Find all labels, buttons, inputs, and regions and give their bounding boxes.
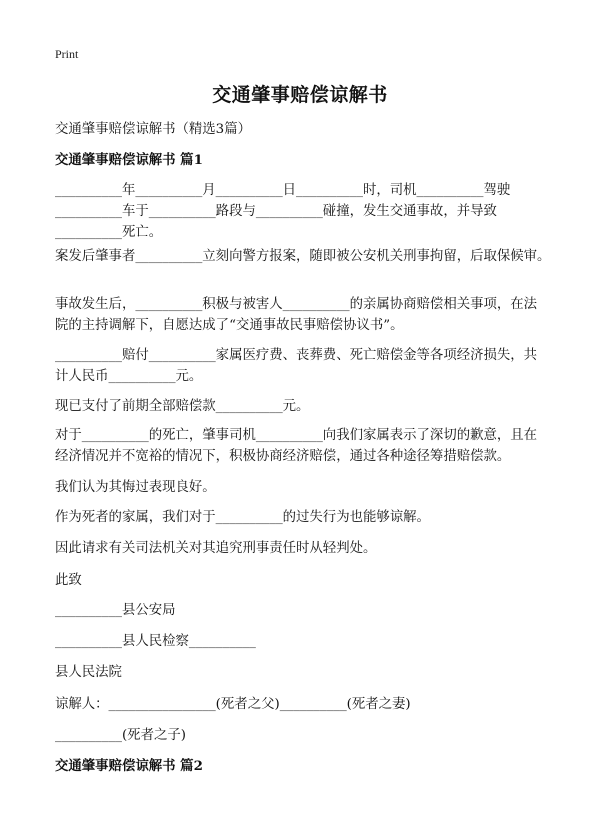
print-link[interactable]: Print — [55, 47, 79, 61]
paragraph-line: __________县人民检察__________ — [55, 634, 256, 649]
paragraph-line: 因此请求有关司法机关对其追究刑事责任时从轻判处。 — [55, 541, 377, 556]
paragraph-line: 作为死者的家属，我们对于__________的过失行为也能够谅解。 — [55, 510, 430, 525]
paragraph-line: 对于__________的死亡，肇事司机__________向我们家属表示了深切的歉意，且在 — [55, 428, 538, 443]
paragraph-line: __________年__________月__________日__________时，司机__________驾驶 — [55, 183, 511, 198]
paragraph-line: __________县公安局 — [55, 603, 176, 618]
paragraph-line: 此致 — [55, 573, 82, 588]
subtitle: 交通肇事赔偿谅解书（精选3篇） — [55, 122, 251, 137]
paragraph-line: 县人民法院 — [55, 665, 122, 680]
paragraph-line: __________赔付__________家属医疗费、丧葬费、死亡赔偿金等各项经济损失，共 — [55, 348, 538, 363]
paragraph-line: 我们认为其悔过表现良好。 — [55, 480, 216, 495]
paragraph-line: 院的主持调解下，自愿达成了“交通事故民事赔偿协议书”。 — [55, 318, 404, 333]
paragraph-line: 现已支付了前期全部赔偿款__________元。 — [55, 399, 310, 414]
paragraph-line: __________死亡。 — [55, 225, 163, 240]
paragraph-line: 事故发生后，__________积极与被害人__________的亲属协商赔偿相关事项，在法 — [55, 297, 538, 312]
paragraph-line: __________(死者之子) — [55, 728, 186, 743]
section-heading-1: 交通肇事赔偿谅解书 篇1 — [55, 152, 203, 168]
paragraph-line: 经济情况并不宽裕的情况下，积极协商经济赔偿，通过各种途径筹措赔偿款。 — [55, 449, 511, 464]
section-heading-2: 交通肇事赔偿谅解书 篇2 — [55, 758, 203, 774]
paragraph-line: __________车于__________路段与__________碰撞，发生交通事故，并导致 — [55, 204, 497, 219]
paragraph-line: 计人民币__________元。 — [55, 369, 203, 384]
paragraph-line: 谅解人：________________(死者之父)__________(死者之妻) — [55, 697, 411, 712]
paragraph-line: 案发后肇事者__________立刻向警方报案，随即被公安机关刑事拘留，后取保候审。 — [55, 249, 551, 264]
document-title: 交通肇事赔偿谅解书 — [212, 84, 388, 106]
